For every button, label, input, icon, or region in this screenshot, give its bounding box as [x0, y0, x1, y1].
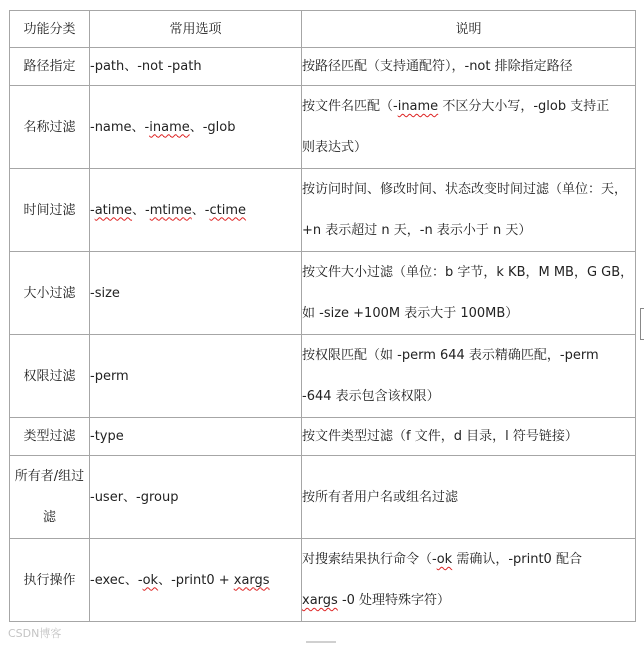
description-cell: [302, 456, 636, 539]
options-text: 、-: [191, 202, 210, 218]
table-row-type: [10, 418, 636, 456]
description-text: 按路径匹配（支持通配符），-not 排除指定路径: [302, 59, 573, 74]
table-row-perm: [10, 335, 636, 418]
table-row-name: [10, 86, 636, 169]
header-category: 功能分类: [10, 11, 90, 48]
options-text: -size: [90, 285, 120, 301]
category-cell: [10, 86, 90, 169]
description-text: 对搜索结果执行命令（-: [302, 552, 437, 567]
page-divider: [306, 641, 336, 643]
description-text: 不区分大小写，-glob 支持正: [438, 99, 610, 114]
category-text: 滤: [42, 510, 56, 525]
options-text: 、-: [132, 202, 150, 218]
header-options: 常用选项: [90, 11, 302, 48]
options-text: -perm: [90, 368, 129, 384]
category-cell: [10, 48, 90, 86]
description-text: 如 -size +100M 表示大于 100MB）: [302, 306, 519, 321]
category-cell: [10, 456, 90, 539]
category-cell: [10, 539, 90, 622]
category-text: 时间过滤: [23, 202, 76, 218]
options-cell: [90, 169, 302, 252]
category-cell: [10, 169, 90, 252]
description-text: -0 处理特殊字符）: [337, 593, 451, 608]
description-cell: [302, 86, 636, 169]
options-text: -: [90, 202, 95, 218]
options-cell: [90, 48, 302, 86]
watermark: CSDN博客: [8, 627, 62, 640]
category-text: 类型过滤: [23, 429, 76, 444]
category-cell: [10, 252, 90, 335]
description-cell: [302, 48, 636, 86]
scrollbar-edge[interactable]: [640, 308, 644, 340]
description-line: [302, 580, 635, 621]
description-text: 按文件类型过滤（f 文件，d 目录，l 符号链接）: [302, 429, 578, 444]
description-cell: [302, 169, 636, 252]
description-text-flagged: ok: [436, 552, 453, 567]
description-line: [302, 539, 635, 580]
category-cell: [10, 335, 90, 418]
description-text: 按文件名匹配（-: [302, 99, 398, 114]
options-text: -user、-group: [90, 489, 179, 505]
options-text: 、-print0 +: [158, 572, 234, 588]
description-text: +n 表示超过 n 天，-n 表示小于 n 天）: [302, 223, 532, 238]
table-row-owner: [10, 456, 636, 539]
options-text-flagged: iname: [149, 119, 190, 135]
options-text-flagged: ok: [142, 572, 159, 588]
description-text: 则表达式）: [302, 140, 368, 155]
options-text-flagged: ctime: [209, 202, 247, 218]
description-text: 按文件大小过滤（单位：b 字节，k KB，M MB，G GB，: [302, 265, 634, 280]
category-text: 执行操作: [23, 572, 76, 588]
category-cell: [10, 418, 90, 456]
description-cell: [302, 335, 636, 418]
options-text: 、-glob: [189, 119, 236, 135]
options-cell: [90, 456, 302, 539]
category-text: 路径指定: [23, 59, 76, 74]
table-row-time: [10, 169, 636, 252]
table-header-row: [10, 11, 636, 48]
options-cell: [90, 539, 302, 622]
description-cell: [302, 252, 636, 335]
options-cell: [90, 252, 302, 335]
description-text: 按访问时间、修改时间、状态改变时间过滤（单位：天，: [302, 182, 628, 197]
category-text: 权限过滤: [23, 368, 76, 384]
options-text: -path、-not -path: [90, 59, 202, 74]
description-cell: [302, 539, 636, 622]
table-row-path: [10, 48, 636, 86]
options-cell: [90, 335, 302, 418]
find-options-table: [9, 10, 636, 622]
description-cell: [302, 418, 636, 456]
description-text: 按所有者用户名或组名过滤: [302, 489, 459, 505]
document-body: [9, 10, 635, 622]
table-row-size: [10, 252, 636, 335]
description-text-flagged: xargs: [302, 593, 338, 608]
category-text: 大小过滤: [23, 285, 76, 301]
description-text: 按权限匹配（如 -perm 644 表示精确匹配，-perm: [302, 348, 599, 363]
options-cell: [90, 418, 302, 456]
options-text: -name、-: [90, 119, 150, 135]
description-text-flagged: iname: [397, 99, 439, 114]
options-text: -exec、-: [90, 572, 143, 588]
options-text-flagged: xargs: [233, 572, 270, 588]
table-row-exec: [10, 539, 636, 622]
category-text: 所有者/组过: [14, 469, 85, 484]
header-description: 说明: [302, 11, 636, 48]
category-text: 名称过滤: [23, 119, 76, 135]
options-cell: [90, 86, 302, 169]
description-line: [302, 86, 635, 127]
options-text-flagged: atime: [94, 202, 133, 218]
description-text: 需确认，-print0 配合: [452, 552, 582, 567]
description-text: -644 表示包含该权限）: [302, 389, 440, 404]
options-text-flagged: mtime: [149, 202, 192, 218]
options-text: -type: [90, 429, 124, 444]
